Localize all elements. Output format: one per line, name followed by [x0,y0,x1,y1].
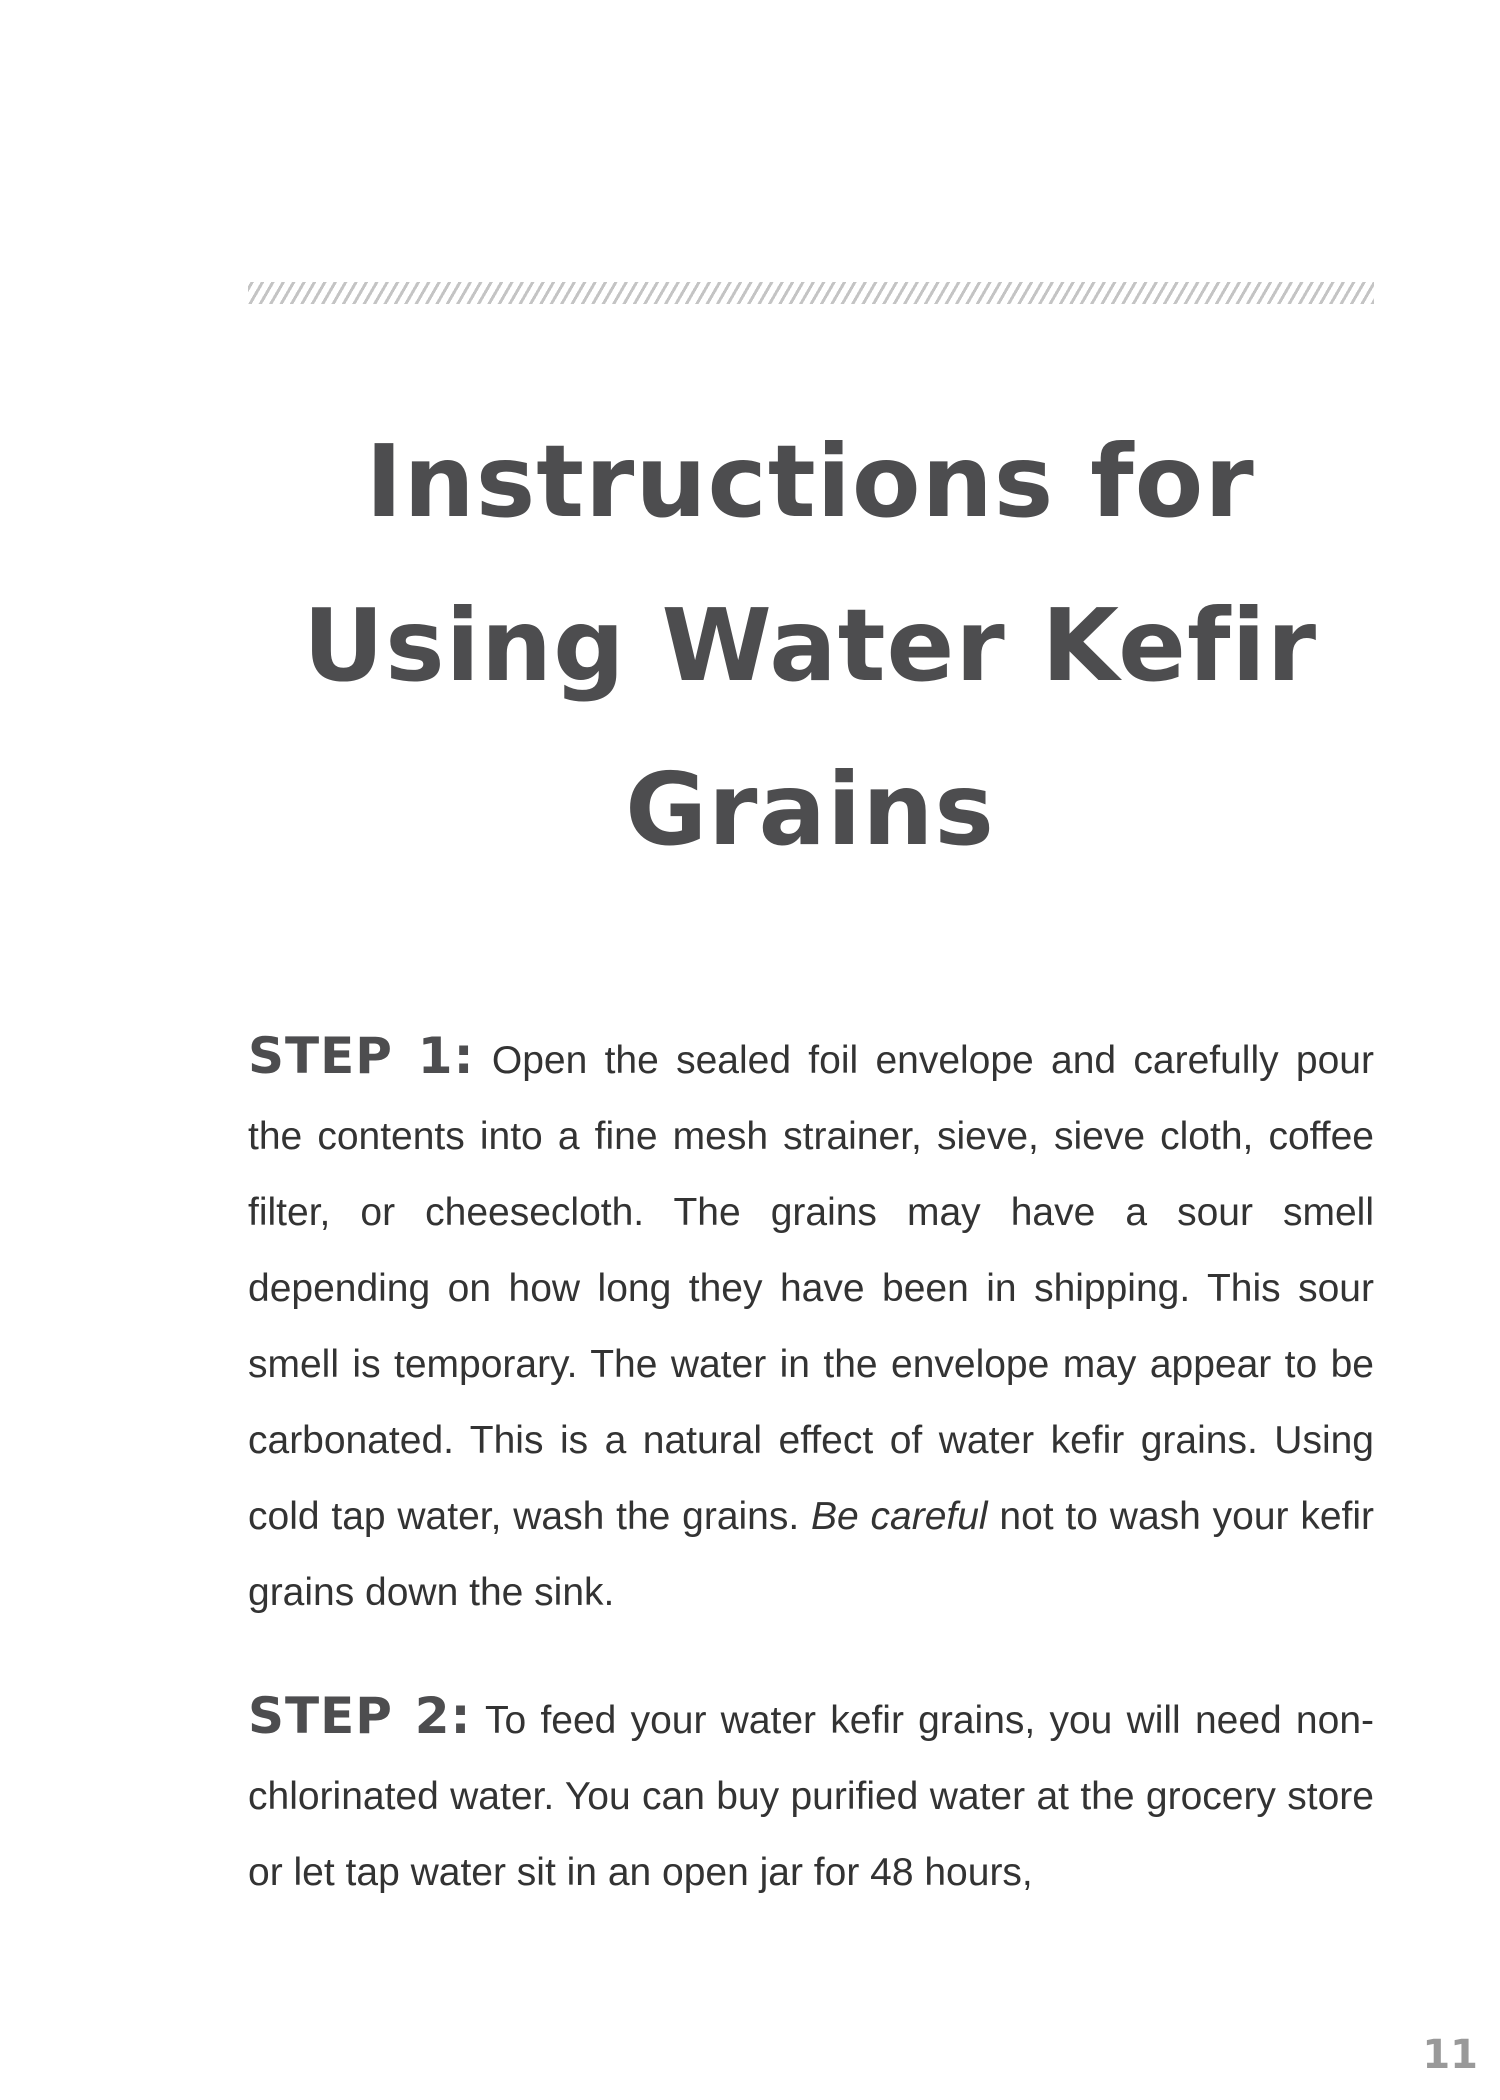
page-number: 11 [1422,2032,1478,2078]
step-1-paragraph [248,1018,1374,1631]
step-1-emphasis: Be careful [811,1495,988,1538]
step-1-text: Open the sealed foil envelope and carefully pour the contents into a fine mesh strainer, sieve, sieve cloth, coffee filter, or cheesecloth. The grains may have a sour smell depending on how long they have been in shipping. This sour smell is temporary. The water in the envelope may appear to be carbonated. This is a natural effect of water kefir grains. Using cold tap water, wash the grains. [248,1039,1374,1538]
step-2-label: STEP 2: [248,1687,472,1745]
page-title: Instructions for Using Water Kefir Grains [302,423,1318,868]
step-2-paragraph [248,1678,1374,1911]
step-1-text-end: not to wash your kefir grains down the sink. [248,1495,1374,1614]
step-1-label: STEP 1: [248,1027,475,1085]
hatched-divider [248,282,1374,304]
step-2-text: To feed your water kefir grains, you will need non-chlorinated water. You can buy purified water at the grocery store or let tap water sit in an open jar for 48 hours, [248,1699,1374,1894]
